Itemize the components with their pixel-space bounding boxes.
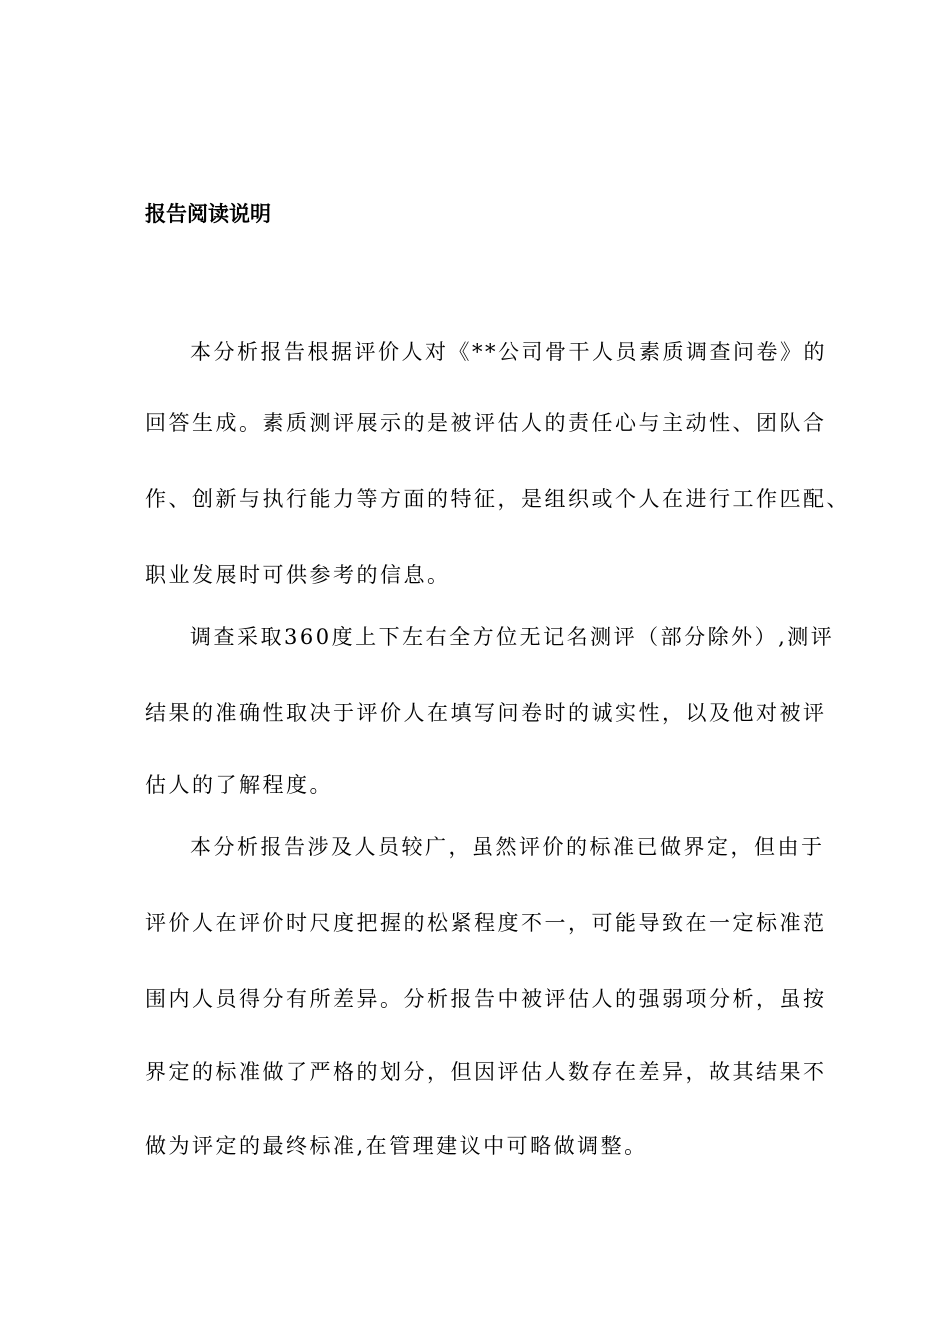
report-reading-heading: 报告阅读说明: [145, 202, 271, 226]
paragraph-line: 估人的了解程度。: [145, 773, 333, 797]
paragraph-line: 作、创新与执行能力等方面的特征，是组织或个人在进行工作匹配、: [145, 487, 850, 511]
paragraph-line: 做为评定的最终标准,在管理建议中可略做调整。: [145, 1134, 648, 1158]
paragraph-line: 职业发展时可供参考的信息。: [145, 563, 451, 587]
paragraph-line: 围内人员得分有所差异。分析报告中被评估人的强弱项分析，虽按: [145, 987, 827, 1011]
paragraph-line: 界定的标准做了严格的划分，但因评估人数存在差异，故其结果不: [145, 1060, 827, 1084]
paragraph-line: 调查采取360度上下左右全方位无记名测评（部分除外）,测评: [190, 625, 835, 649]
paragraph-line: 评价人在评价时尺度把握的松紧程度不一，可能导致在一定标准范: [145, 911, 827, 935]
paragraph-line: 结果的准确性取决于评价人在填写问卷时的诚实性，以及他对被评: [145, 701, 827, 725]
paragraph-line: 本分析报告涉及人员较广，虽然评价的标准已做界定，但由于: [190, 835, 825, 859]
paragraph-line: 回答生成。素质测评展示的是被评估人的责任心与主动性、团队合: [145, 411, 827, 435]
paragraph-line: 本分析报告根据评价人对《**公司骨干人员素质调查问卷》的: [190, 340, 827, 364]
